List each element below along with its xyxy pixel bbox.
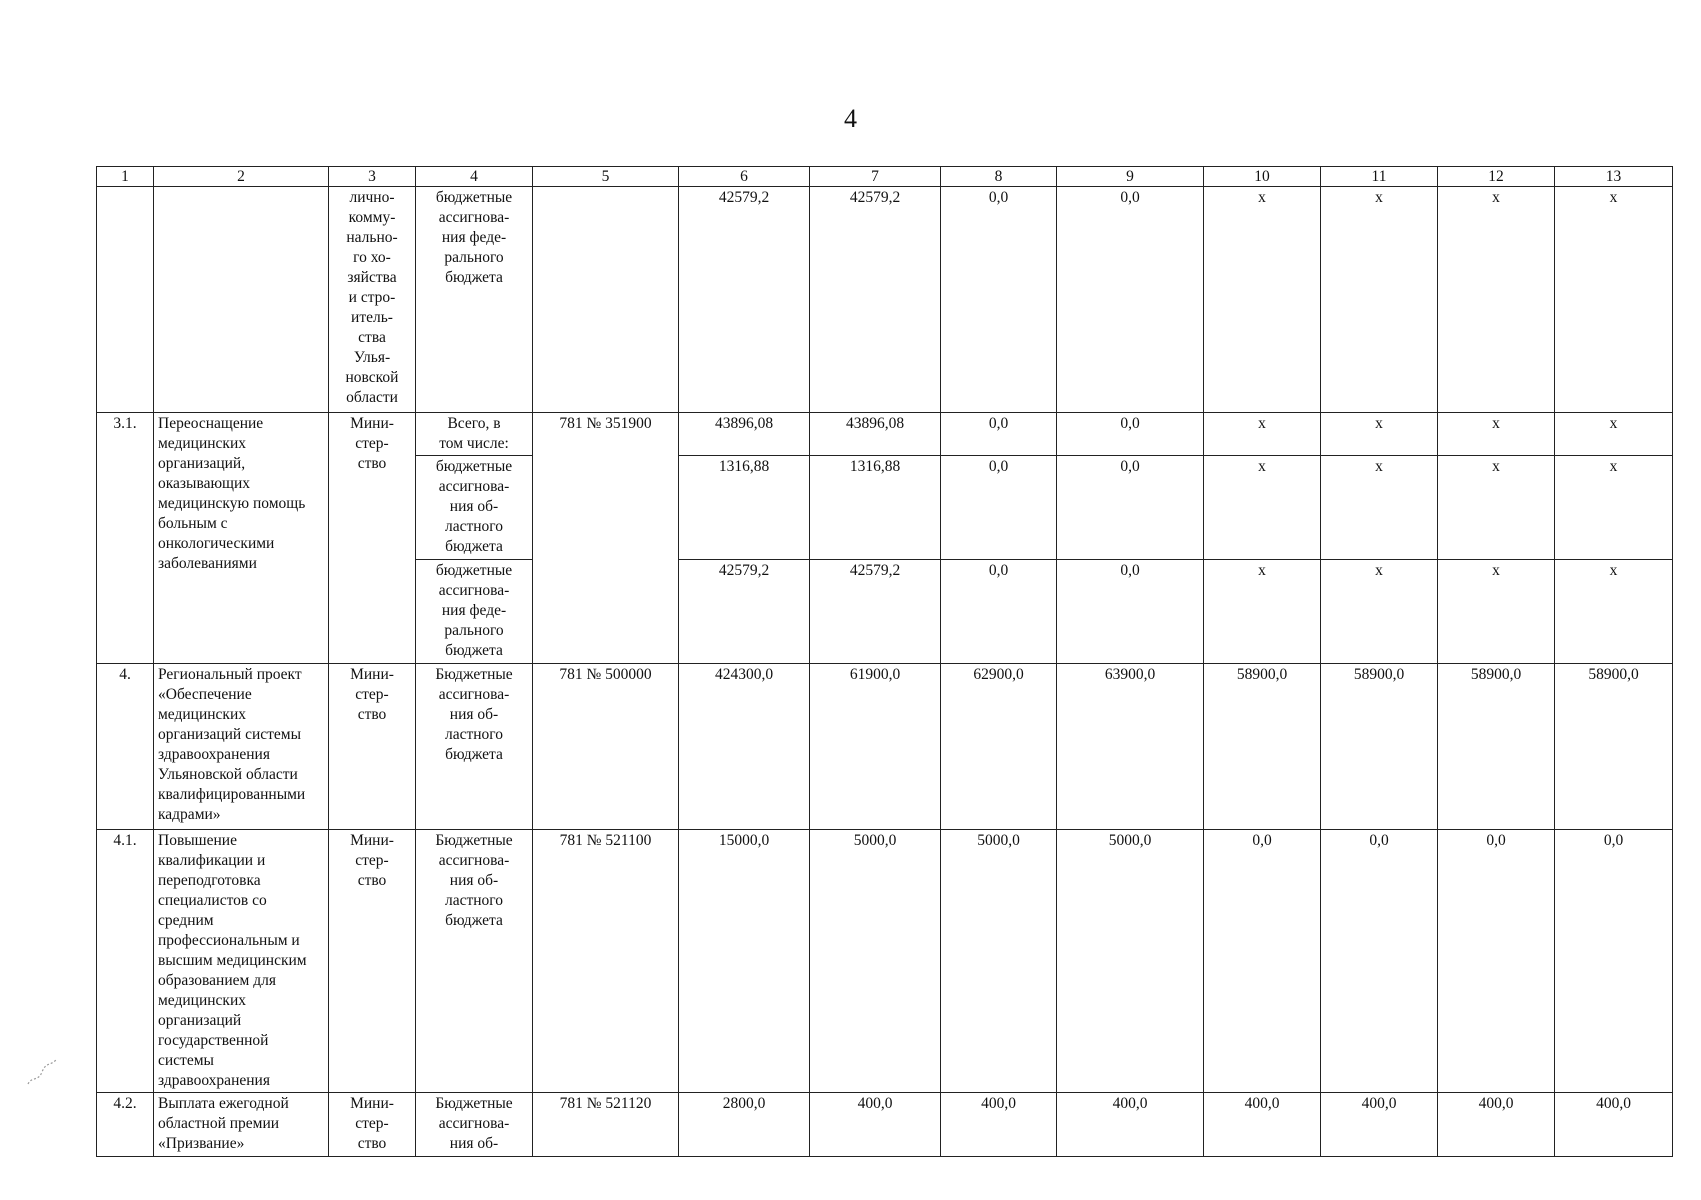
cell-executor: Мини- стер- ство <box>329 413 416 664</box>
cell-value: 400,0 <box>941 1093 1057 1157</box>
table-row <box>97 664 1673 830</box>
cell-value: x <box>1321 456 1438 560</box>
cell-code: 781 № 500000 <box>533 664 679 830</box>
col-header: 13 <box>1555 167 1673 187</box>
col-header: 12 <box>1438 167 1555 187</box>
cell-value: 0,0 <box>1438 830 1555 1093</box>
cell-value: 424300,0 <box>679 664 810 830</box>
cell-source: Бюджетные ассигнова- ния об- ластного бюджета <box>416 830 533 1093</box>
page-number: 4 <box>844 104 857 133</box>
column-number-row <box>97 167 1673 187</box>
col-header: 7 <box>810 167 941 187</box>
cell-num <box>97 187 154 413</box>
cell-value: x <box>1204 413 1321 456</box>
cell-value: 0,0 <box>1057 413 1204 456</box>
cell-source: бюджетные ассигнова- ния феде- рального бюджета <box>416 187 533 413</box>
cell-value: 58900,0 <box>1321 664 1438 830</box>
cell-code: 781 № 351900 <box>533 413 679 664</box>
cell-value: 0,0 <box>941 413 1057 456</box>
cell-code <box>533 187 679 413</box>
cell-value: 0,0 <box>1057 456 1204 560</box>
budget-table <box>96 166 1673 1157</box>
cell-value: x <box>1438 187 1555 413</box>
cell-executor: лично- комму- нально- го хо- зяйства и стро- итель- ства Улья- новской области <box>329 187 416 413</box>
cell-value: 1316,88 <box>810 456 941 560</box>
cell-value: x <box>1438 456 1555 560</box>
cell-value: 400,0 <box>1321 1093 1438 1157</box>
cell-name: Региональный проект «Обеспечение медицинских организаций системы здравоохранения Ульяновской области квалифицированными кадрами» <box>154 664 329 830</box>
scan-mark-icon <box>22 1052 62 1092</box>
cell-value: 15000,0 <box>679 830 810 1093</box>
cell-value: 2800,0 <box>679 1093 810 1157</box>
col-header: 2 <box>154 167 329 187</box>
cell-value: 5000,0 <box>1057 830 1204 1093</box>
table-row <box>97 413 1673 456</box>
cell-executor: Мини- стер- ство <box>329 1093 416 1157</box>
cell-value: 400,0 <box>1555 1093 1673 1157</box>
cell-value: 400,0 <box>810 1093 941 1157</box>
cell-value: x <box>1204 560 1321 664</box>
cell-name: Переоснащение медицинских организаций, оказывающих медицинскую помощь больным с онкологическими заболеваниями <box>154 413 329 664</box>
cell-value: 400,0 <box>1204 1093 1321 1157</box>
cell-value: x <box>1204 187 1321 413</box>
cell-code: 781 № 521100 <box>533 830 679 1093</box>
cell-value: 1316,88 <box>679 456 810 560</box>
cell-value: 0,0 <box>1555 830 1673 1093</box>
cell-executor: Мини- стер- ство <box>329 830 416 1093</box>
cell-value: 0,0 <box>1057 187 1204 413</box>
cell-num: 4.1. <box>97 830 154 1093</box>
col-header: 6 <box>679 167 810 187</box>
cell-value: 58900,0 <box>1204 664 1321 830</box>
cell-value: x <box>1555 413 1673 456</box>
cell-value: x <box>1555 187 1673 413</box>
cell-value: 62900,0 <box>941 664 1057 830</box>
table-row <box>97 830 1673 1093</box>
cell-source: Всего, в том числе: <box>416 413 533 456</box>
col-header: 5 <box>533 167 679 187</box>
cell-value: x <box>1321 413 1438 456</box>
cell-value: 0,0 <box>1204 830 1321 1093</box>
cell-value: 42579,2 <box>810 560 941 664</box>
cell-name <box>154 187 329 413</box>
cell-value: 0,0 <box>941 456 1057 560</box>
cell-source: Бюджетные ассигнова- ния об- <box>416 1093 533 1157</box>
col-header: 11 <box>1321 167 1438 187</box>
col-header: 9 <box>1057 167 1204 187</box>
cell-value: 5000,0 <box>810 830 941 1093</box>
cell-value: 5000,0 <box>941 830 1057 1093</box>
cell-value: 42579,2 <box>679 187 810 413</box>
cell-value: 0,0 <box>1057 560 1204 664</box>
table-row <box>97 1093 1673 1157</box>
col-header: 3 <box>329 167 416 187</box>
cell-value: x <box>1438 560 1555 664</box>
col-header: 8 <box>941 167 1057 187</box>
cell-value: 0,0 <box>1321 830 1438 1093</box>
col-header: 10 <box>1204 167 1321 187</box>
cell-value: x <box>1321 560 1438 664</box>
cell-num: 4.2. <box>97 1093 154 1157</box>
cell-value: 400,0 <box>1438 1093 1555 1157</box>
cell-value: 43896,08 <box>810 413 941 456</box>
cell-value: 63900,0 <box>1057 664 1204 830</box>
table-row <box>97 187 1673 413</box>
col-header: 4 <box>416 167 533 187</box>
cell-source: бюджетные ассигнова- ния феде- рального бюджета <box>416 560 533 664</box>
cell-value: x <box>1321 187 1438 413</box>
cell-executor: Мини- стер- ство <box>329 664 416 830</box>
cell-num: 4. <box>97 664 154 830</box>
cell-value: x <box>1204 456 1321 560</box>
cell-value: x <box>1438 413 1555 456</box>
cell-value: 0,0 <box>941 187 1057 413</box>
cell-value: 61900,0 <box>810 664 941 830</box>
cell-value: 58900,0 <box>1555 664 1673 830</box>
col-header: 1 <box>97 167 154 187</box>
cell-value: x <box>1555 456 1673 560</box>
cell-value: 42579,2 <box>679 560 810 664</box>
cell-value: 400,0 <box>1057 1093 1204 1157</box>
cell-num: 3.1. <box>97 413 154 664</box>
cell-name: Повышение квалификации и переподготовка специалистов со средним профессиональным и высшим медицинским образованием для медицинских организаций государственной системы здравоохранения <box>154 830 329 1093</box>
cell-value: 43896,08 <box>679 413 810 456</box>
cell-name: Выплата ежегодной областной премии «Призвание» <box>154 1093 329 1157</box>
cell-value: 42579,2 <box>810 187 941 413</box>
cell-value: 58900,0 <box>1438 664 1555 830</box>
cell-code: 781 № 521120 <box>533 1093 679 1157</box>
cell-value: x <box>1555 560 1673 664</box>
cell-source: Бюджетные ассигнова- ния об- ластного бюджета <box>416 664 533 830</box>
cell-source: бюджетные ассигнова- ния об- ластного бюджета <box>416 456 533 560</box>
cell-value: 0,0 <box>941 560 1057 664</box>
